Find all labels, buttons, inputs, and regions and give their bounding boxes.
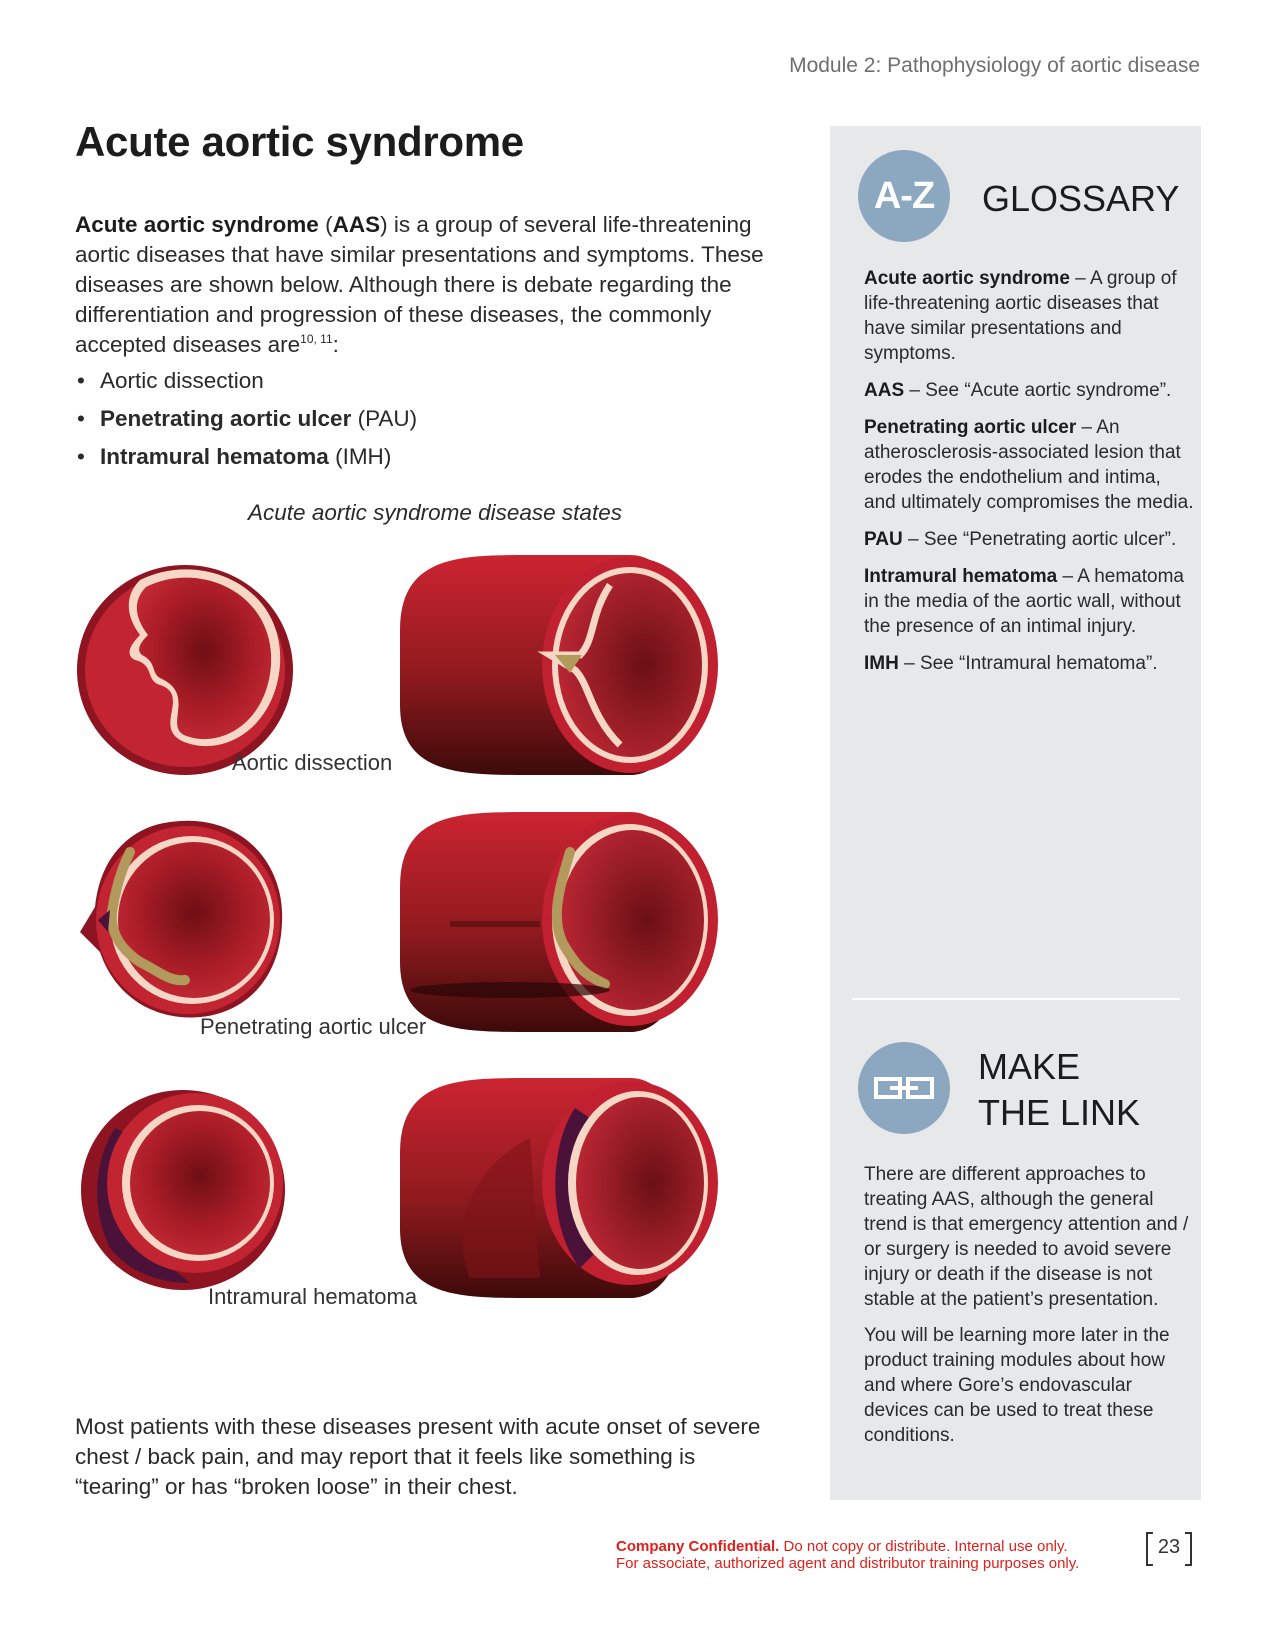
sidebar	[830, 126, 1201, 1500]
intro-abbr: AAS	[332, 212, 381, 237]
intramural-hematoma-illustration	[70, 1078, 750, 1298]
intro-term: Acute aortic syndrome	[75, 212, 319, 237]
glossary-term: PAU	[864, 529, 903, 550]
figure-caption: Aortic dissection	[232, 750, 393, 775]
aortic-dissection-illustration	[70, 555, 750, 775]
glossary-entry	[864, 378, 1194, 403]
make-the-link-line-2: THE LINK	[978, 1092, 1141, 1133]
glossary-definition: – See “Penetrating aortic ulcer”.	[902, 529, 1177, 550]
page-title: Acute aortic syndrome	[75, 118, 524, 165]
glossary-entry	[864, 527, 1194, 552]
bullet-icon: •	[77, 368, 85, 393]
glossary-term: IMH	[864, 653, 899, 674]
confidential-label: Company Confidential.	[616, 1538, 780, 1555]
make-the-link-heading	[978, 1044, 1140, 1136]
list-item	[75, 366, 775, 404]
intro-end: :	[332, 332, 339, 357]
figure-caption: Penetrating aortic ulcer	[200, 1014, 427, 1039]
running-head: Module 2: Pathophysiology of aortic disease	[789, 54, 1200, 77]
disease-list	[75, 366, 775, 480]
glossary-term: Intramural hematoma	[864, 566, 1058, 587]
make-the-link-text	[864, 1162, 1194, 1459]
make-the-link-line-1: MAKE	[978, 1046, 1081, 1087]
glossary-heading: GLOSSARY	[982, 178, 1180, 219]
bullet-icon: •	[77, 406, 85, 431]
list-item: • Penetrating aortic ulcer (PAU)	[75, 404, 775, 442]
confidential-notice	[616, 1538, 1079, 1572]
make-the-link-paragraph: You will be learning more later in the product training modules about how and where Gore’s endovascular devices can be used to treat these conditions.	[864, 1325, 1170, 1446]
glossary-definition: – See “Acute aortic syndrome”.	[904, 380, 1172, 401]
figure-title: Acute aortic syndrome disease states	[248, 500, 622, 525]
chain-link-icon	[858, 1042, 950, 1134]
list-item-abbr: IMH	[342, 444, 384, 469]
glossary-definition: – An atherosclerosis-associated lesion that erodes the endothelium and intima, and ultimately compromises the media.	[864, 417, 1194, 513]
glossary-definition: – A hematoma in the media of the aortic wall, without the presence of an intimal injury.	[864, 566, 1184, 637]
glossary-definition: – A group of life-threatening aortic diseases that have similar presentations and symptoms.	[864, 268, 1177, 364]
list-item: • Intramural hematoma (IMH)	[75, 442, 775, 480]
glossary-entry	[864, 415, 1194, 515]
list-item-abbr: PAU	[365, 406, 410, 431]
glossary-entry	[864, 564, 1194, 639]
intro-paragraph	[75, 210, 795, 360]
closing-paragraph: Most patients with these diseases present with acute onset of severe chest / back pain, and may report that it feels like something is “tearing” or has “broken loose” in their chest.	[75, 1414, 761, 1499]
page-number-bracket-right	[1185, 1532, 1192, 1566]
glossary-entry	[864, 266, 1194, 366]
sidebar-divider	[852, 998, 1180, 1000]
glossary-term: Penetrating aortic ulcer	[864, 417, 1077, 438]
confidential-line-2: For associate, authorized agent and distributor training purposes only.	[616, 1555, 1080, 1572]
page-number: 23	[1157, 1536, 1181, 1558]
glossary-term: Acute aortic syndrome	[864, 268, 1070, 289]
penetrating-ulcer-illustration	[70, 812, 750, 1032]
intro-open-paren: (	[318, 212, 333, 237]
glossary-term: AAS	[864, 380, 905, 401]
a-z-glossary-icon: A-Z	[858, 150, 950, 242]
list-item-term: Penetrating aortic ulcer	[100, 406, 352, 431]
confidential-line-1: Do not copy or distribute. Internal use only.	[779, 1538, 1068, 1555]
glossary-definition: – See “Intramural hematoma”.	[898, 653, 1158, 674]
intro-text: ) is a group of several life-threatening aortic diseases that have similar presentations and symptoms. These diseases are shown below. Although there is debate regarding the differentiation and progression of these diseases, the commonly accepted diseases are	[75, 212, 764, 357]
make-the-link-paragraph: There are different approaches to treating AAS, although the general trend is that emergency attention and / or surgery is needed to avoid severe injury or death if the disease is not stable at the patient’s presentation.	[864, 1164, 1189, 1310]
intro-refs: 10, 11	[300, 332, 333, 346]
list-item-term: Intramural hematoma	[100, 444, 329, 469]
bullet-icon: •	[77, 444, 85, 469]
figure-caption: Intramural hematoma	[208, 1284, 418, 1309]
list-item-text: Aortic dissection	[100, 368, 264, 393]
glossary-list	[864, 266, 1194, 688]
glossary-entry	[864, 651, 1194, 676]
